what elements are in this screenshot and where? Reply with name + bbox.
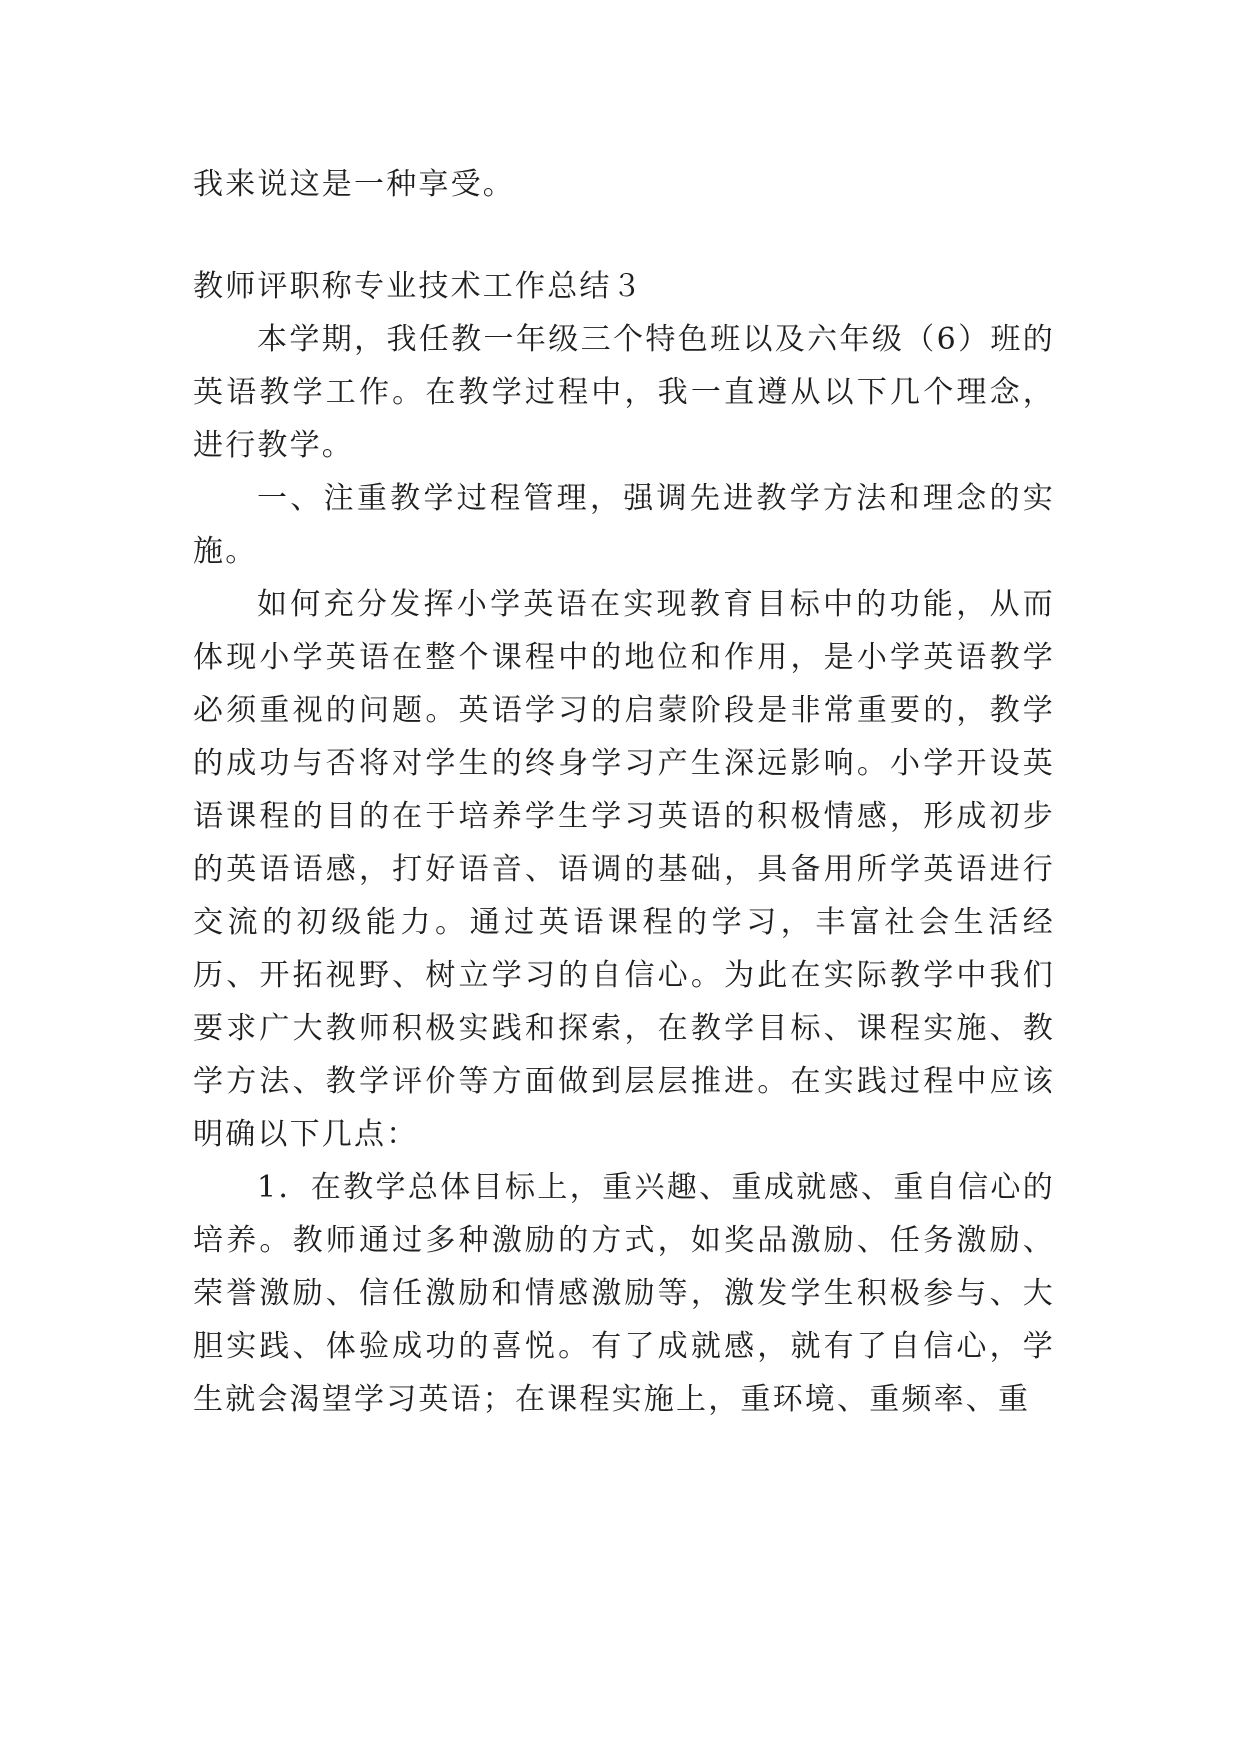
- continued-text: 我来说这是一种享受。: [193, 167, 515, 202]
- document-body: [193, 158, 1055, 1426]
- paragraph-body: 如何充分发挥小学英语在实现教育目标中的功能，从而体现小学英语在整个课程中的地位和作用，是小学英语教学必须重视的问题。英语学习的启蒙阶段是非常重要的，教学的成功与否将对学生的终身学习产生深远影响。小学开设英语课程的目的在于培养学生学习英语的积极情感，形成初步的英语语感，打好语音、语调的基础，具备用所学英语进行交流的初级能力。通过英语课程的学习，丰富社会生活经历、开拓视野、树立学习的自信心。为此在实际教学中我们要求广大教师积极实践和探索，在教学目标、课程实施、教学方法、教学评价等方面做到层层推进。在实践过程中应该明确以下几点：: [193, 587, 1055, 1152]
- paragraph-intro: 本学期，我任教一年级三个特色班以及六年级（6）班的英语教学工作。在教学过程中，我一直遵从以下几个理念，进行教学。: [193, 322, 1055, 463]
- paragraph-heading-one: 一、注重教学过程管理，强调先进教学方法和理念的实施。: [193, 481, 1055, 569]
- paragraph-point-one: 1．在教学总体目标上，重兴趣、重成就感、重自信心的培养。教师通过多种激励的方式，如奖品激励、任务激励、荣誉激励、信任激励和情感激励等，激发学生积极参与、大胆实践、体验成功的喜悦。有了成就感，就有了自信心，学生就会渴望学习英语；在课程实施上，重环境、重频率、重: [193, 1170, 1055, 1417]
- section-title: 教师评职称专业技术工作总结３: [193, 269, 644, 304]
